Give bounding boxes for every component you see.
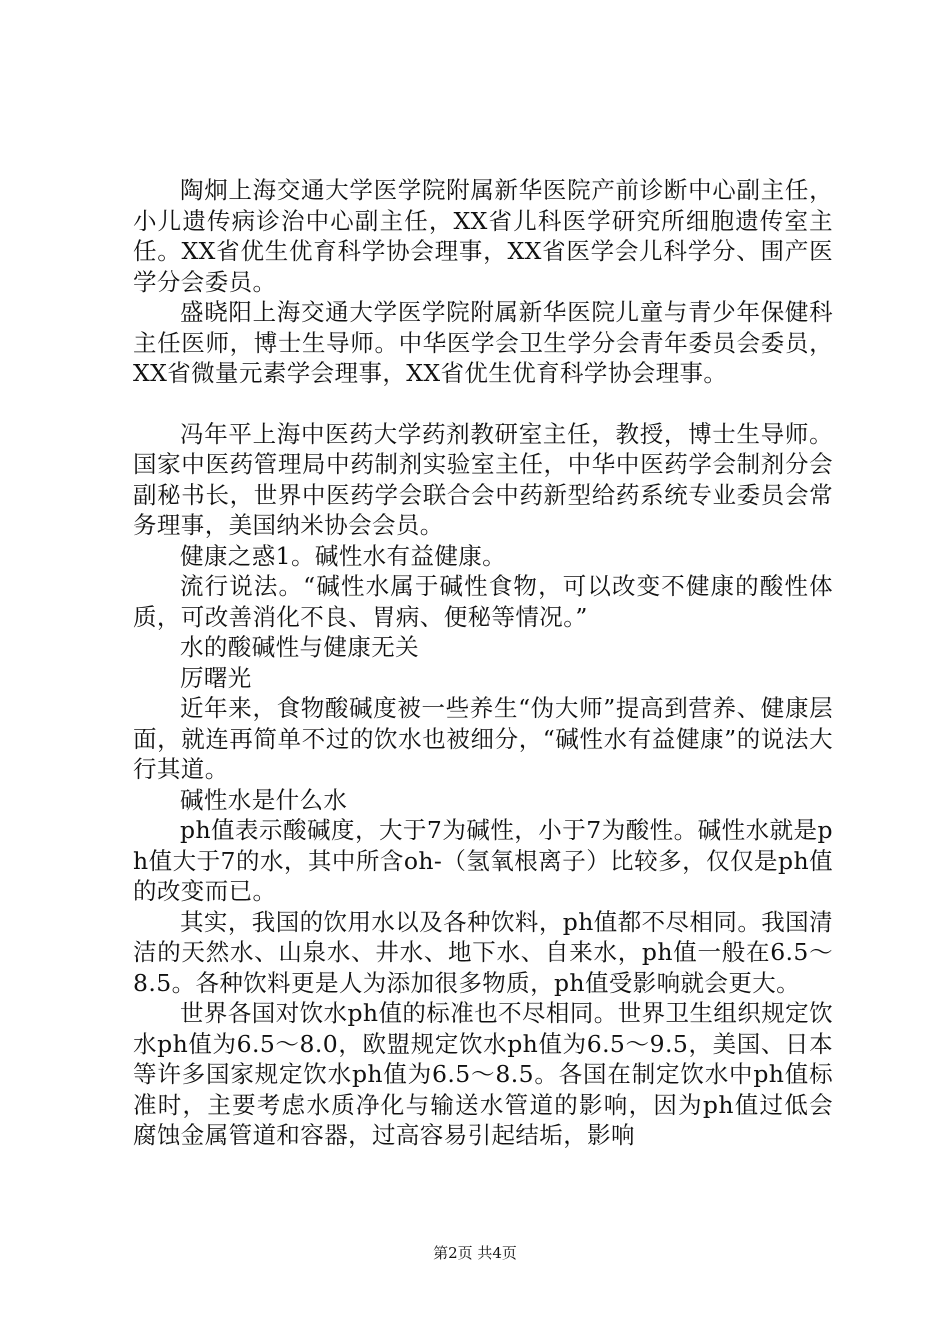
paragraph-world-standards: 世界各国对饮水ph值的标准也不尽相同。世界卫生组织规定饮水ph值为6.5～8.0，欧盟规定饮水ph值为6.5～9.5，美国、日本等许多国家规定饮水ph值为6.5～8.5。各国在制定饮水中ph值标准时，主要考虑水质净化与输送水管道的影响，因为ph值过低会腐蚀金属管道和容器，过高容易引起结垢，影响 [133,999,833,1149]
paragraph-taojiong-bio: 陶炯上海交通大学医学院附属新华医院产前诊断中心副主任，小儿遗传病诊治中心副主任，XX省儿科医学研究所细胞遗传室主任。XX省优生优育科学协会理事，XX省医学会儿科学分、围产医学分会委员。 [133,176,833,296]
paragraph-ph-definition: ph值表示酸碱度，大于7为碱性，小于7为酸性。碱性水就是ph值大于7的水，其中所含oh-（氢氧根离子）比较多，仅仅是ph值的改变而已。 [133,816,833,905]
paragraph-fengnianping-bio: 冯年平上海中医药大学药剂教研室主任，教授，博士生导师。国家中医药管理局中药制剂实验室主任，中华中医药学会制剂分会副秘书长，世界中医药学会联合会中药新型给药系统专业委员会常务理事，美国纳米协会会员。 [133,419,833,539]
document-body [133,175,833,1151]
paragraph-intro: 近年来，食物酸碱度被一些养生“伪大师”提高到营养、健康层面，就连再简单不过的饮水也被细分，“碱性水有益健康”的说法大行其道。 [133,694,833,783]
paragraph-article-author: 厉曙光 [180,663,252,692]
page-number-footer: 第2页 共4页 [433,1244,517,1262]
paragraph-shengxiaoyang-bio: 盛晓阳上海交通大学医学院附属新华医院儿童与青少年保健科主任医师，博士生导师。中华医学会卫生学分会青年委员会委员，XX省微量元素学会理事，XX省优生优育科学协会理事。 [133,298,833,387]
paragraph-health-question-heading: 健康之惑1。碱性水有益健康。 [180,541,507,570]
paragraph-popular-saying: 流行说法。“碱性水属于碱性食物，可以改变不健康的酸性体质，可改善消化不良、胃病、便秘等情况。” [133,572,833,631]
paragraph-drinking-water-ph: 其实，我国的饮用水以及各种饮料，ph值都不尽相同。我国清洁的天然水、山泉水、井水、地下水、自来水，ph值一般在6.5～8.5。各种饮料更是人为添加很多物质，ph值受影响就会更大。 [133,907,833,997]
paragraph-section-heading: 碱性水是什么水 [180,785,348,814]
paragraph-article-title: 水的酸碱性与健康无关 [180,633,419,661]
paragraph-spacer [133,389,833,419]
